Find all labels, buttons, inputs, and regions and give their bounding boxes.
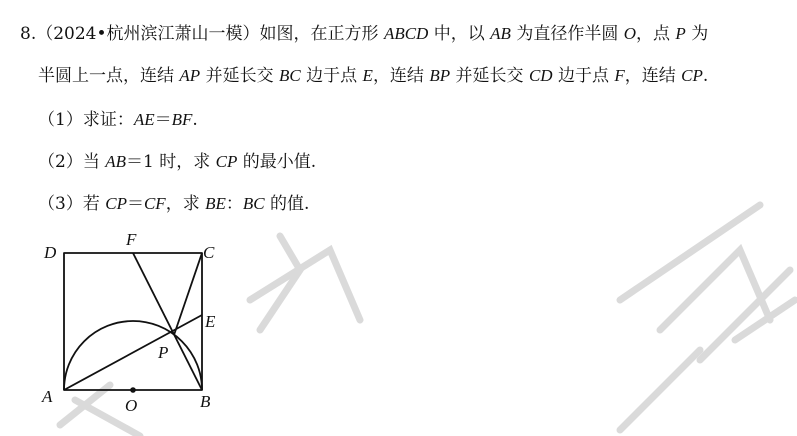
label-a: A xyxy=(42,387,53,406)
text-segment: 半圆上一点，连结 xyxy=(38,66,180,86)
text-segment: ： xyxy=(225,194,243,214)
segment-ae xyxy=(64,315,202,390)
point-o xyxy=(130,387,136,393)
label-o: O xyxy=(125,396,138,415)
question-number: （2） xyxy=(38,152,83,172)
text-segment: 求证： xyxy=(82,110,134,130)
label-e: E xyxy=(205,312,216,331)
math-var: BC xyxy=(242,194,265,213)
text-segment: ，求 xyxy=(165,194,206,214)
math-var: E xyxy=(362,66,373,85)
math-var: CP xyxy=(681,66,703,85)
math-var: BP xyxy=(429,66,451,85)
math-var: BC xyxy=(279,66,301,85)
text-segment: 的值. xyxy=(264,194,310,214)
text-segment: 如图，在正方形 xyxy=(259,24,384,44)
question-number: （1） xyxy=(38,110,83,130)
math-var: BE xyxy=(205,194,226,213)
text-segment: . xyxy=(192,110,198,130)
text-segment: 中，以 xyxy=(428,24,491,44)
text-segment: 若 xyxy=(82,194,106,214)
text-segment: ＝1 时，求 xyxy=(126,152,216,172)
text-segment: 并延长交 xyxy=(200,66,279,86)
math-var: CF xyxy=(143,194,166,213)
text-segment: 并延长交 xyxy=(450,66,529,86)
math-var: AB xyxy=(105,152,127,171)
math-var: P xyxy=(675,24,686,43)
text-segment: . xyxy=(702,66,709,86)
text-segment: ＝ xyxy=(126,194,144,214)
math-var: ABCD xyxy=(383,24,429,43)
label-d: D xyxy=(44,243,57,262)
text-segment: ，连结 xyxy=(372,66,430,86)
text-segment: ，连结 xyxy=(624,66,682,86)
text-segment: 为 xyxy=(685,24,709,44)
problem-number: 8. xyxy=(20,24,37,44)
label-f: F xyxy=(126,230,137,249)
text-segment: ＝ xyxy=(154,110,172,130)
label-c: C xyxy=(203,243,215,262)
text-segment: 边于点 xyxy=(300,66,363,86)
math-var: AE xyxy=(133,110,155,129)
math-var: F xyxy=(614,66,625,85)
math-var: AP xyxy=(179,66,201,85)
math-var: BF xyxy=(171,110,193,129)
text-segment: 边于点 xyxy=(552,66,615,86)
math-var: CP xyxy=(215,152,238,171)
label-p: P xyxy=(158,343,169,362)
text-segment: ，点 xyxy=(636,24,676,44)
label-b: B xyxy=(200,392,211,411)
problem-source: （2024•杭州滨江萧山一模） xyxy=(36,24,260,44)
question-number: （3） xyxy=(38,194,83,214)
math-var: CD xyxy=(528,66,553,85)
text-segment: 的最小值. xyxy=(237,152,317,172)
text-segment: 当 xyxy=(82,152,106,172)
math-var: AB xyxy=(490,24,511,43)
text-segment: 为直径作半圆 xyxy=(510,24,624,44)
math-var: O xyxy=(623,24,637,43)
math-var: CP xyxy=(105,194,127,213)
